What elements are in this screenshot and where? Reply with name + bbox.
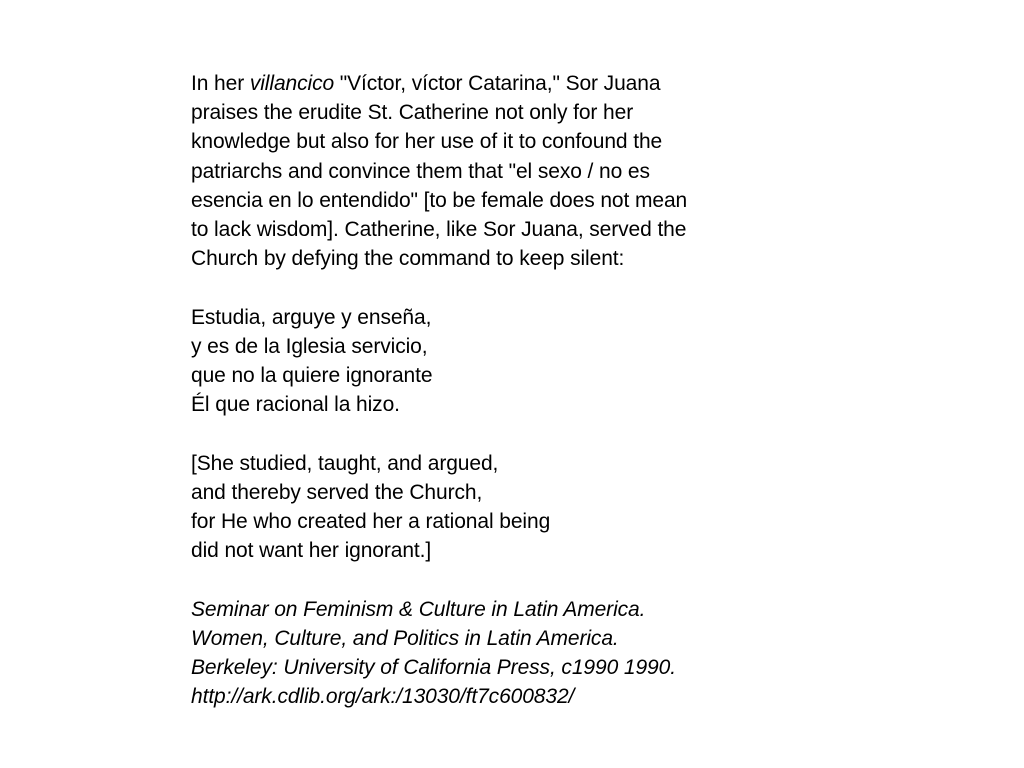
citation-line: Seminar on Feminism & Culture in Latin America. bbox=[191, 597, 646, 621]
intro-line-4: patriarchs and convince them that "el sexo / no es bbox=[191, 159, 650, 183]
english-verse-line: and thereby served the Church, bbox=[191, 480, 483, 504]
citation-url: http://ark.cdlib.org/ark:/13030/ft7c600832/ bbox=[191, 685, 575, 709]
english-verse-line: [She studied, taught, and argued, bbox=[191, 451, 499, 475]
english-verse-line: for He who created her a rational being bbox=[191, 510, 551, 534]
intro-line-1-before: In her bbox=[191, 72, 250, 95]
spacer bbox=[191, 565, 811, 594]
spanish-verse-line: Estudia, arguye y enseña, bbox=[191, 305, 432, 329]
intro-line-2: praises the erudite St. Catherine not only for her bbox=[191, 101, 634, 125]
spanish-verse-line: Él que racional la hizo. bbox=[191, 393, 400, 417]
citation-line: Women, Culture, and Politics in Latin America. bbox=[191, 626, 619, 650]
villancico-term: villancico bbox=[249, 72, 335, 95]
spacer bbox=[191, 419, 811, 448]
spanish-verse-line: y es de la Iglesia servicio, bbox=[191, 334, 428, 358]
intro-line-5: esencia en lo entendido" [to be female does not mean bbox=[191, 188, 688, 212]
intro-line-6: to lack wisdom]. Catherine, like Sor Juana, served the bbox=[191, 218, 687, 242]
intro-line-7: Church by defying the command to keep silent: bbox=[191, 247, 625, 271]
text-block bbox=[191, 69, 811, 711]
intro-line-1-after: "Víctor, víctor Catarina," Sor Juana bbox=[334, 72, 661, 95]
citation-line: Berkeley: University of California Press, c1990 1990. bbox=[191, 656, 676, 680]
intro-line-3: knowledge but also for her use of it to confound the bbox=[191, 130, 663, 154]
intro-line-1 bbox=[191, 69, 811, 98]
english-verse-line: did not want her ignorant.] bbox=[191, 539, 432, 563]
spanish-verse-line: que no la quiere ignorante bbox=[191, 364, 433, 388]
spacer bbox=[191, 273, 811, 302]
